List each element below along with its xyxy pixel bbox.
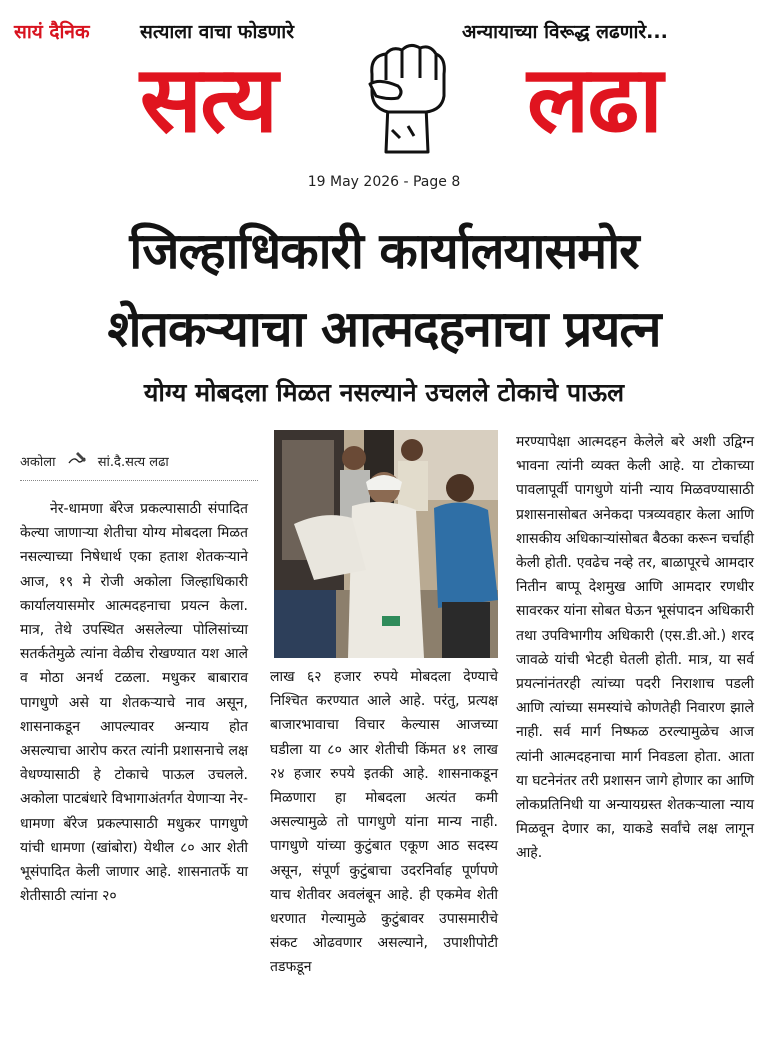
headline <box>0 212 768 368</box>
dateline: 19 May 2026 - Page 8 <box>307 174 461 190</box>
headline-line-2: शेतकऱ्याचा आत्मदहनाचा प्रयत्न <box>107 300 661 358</box>
tagline-right: अन्यायाच्या विरूद्ध लढणारे... <box>462 21 668 43</box>
edition-tag: सायं दैनिक <box>14 21 90 43</box>
masthead <box>0 0 768 170</box>
logo-word-right: लढा <box>526 46 661 153</box>
article-column-2: लाख ६२ हजार रुपये मोबदला देण्याचे निश्चित करण्यात आले आहे. परंतु, प्रत्यक्ष बाजारभावाचा विचार केल्यास आजच्या घडीला या ८० आर शेतीची किंमत ४१ लाख २४ हजार रुपये इतकी आहे. शासनाकडून मिळणारा हा मोबदला अत्यंत कमी असल्यामुळे तो पागधुणे यांना मान्य नाही. पागधुणे यांच्या कुटुंबात एकूण आठ सदस्य असून, संपूर्ण कुटुंबाचा उदरनिर्वाह पूर्णपणे याच शेतीवर अवलंबून आहे. ही एकमेव शेती धरणात गेल्यामुळे कुटुंबावर उपासमारीचे संकट ओढवणार असल्याने, उपाशीपोटी तडफडून <box>270 669 498 976</box>
tagline-left: सत्याला वाचा फोडणारे <box>140 21 294 43</box>
logo-word-left: सत्य <box>139 46 277 153</box>
pen-writing-icon <box>66 450 88 470</box>
headline-line-1: जिल्हाधिकारी कार्यालयासमोर <box>129 222 639 280</box>
byline-source: सां.दै.सत्य लढा <box>97 455 169 470</box>
subheadline: योग्य मोबदला मिळत नसल्याने उचलले टोकाचे पाऊल <box>143 378 625 407</box>
article-column-1: नेर-धामणा बॅरेज प्रकल्पासाठी संपादित केल्या जाणाऱ्या शेतीचा योग्य मोबदला मिळत नसल्याच्या निषेधार्थ एका हताश शेतकऱ्याने आज, १९ मे रोजी अकोला जिल्हाधिकारी कार्यालयासमोर आत्मदहनाचा प्रयत्न केला. मात्र, तेथे उपस्थित असलेल्या पोलिसांच्या सतर्कतेमुळे त्यांना वेळीच रोखण्यात यश आले व मोठा अनर्थ टळला. मधुकर बाबाराव पागधुणे असे या शेतकऱ्याचे नाव असून, शासनाकडून आपल्यावर अन्याय होत असल्याचा आरोप करत त्यांनी प्रशासनाचे लक्ष वेधण्यासाठी हे टोकाचे पाऊल उचलले. अकोला पाटबंधारे विभागाअंतर्गत येणाऱ्या नेर-धामणा बॅरेज प्रकल्पासाठी मधुकर पागधुणे यांची धामणा (खांबोरा) येथील ८० आर शेती भूसंपादित केली जाणार आहे. शासनातर्फे या शेतीसाठी त्यांना २० <box>20 501 248 905</box>
byline-place: अकोला <box>20 455 56 470</box>
news-photo <box>274 430 498 658</box>
article-column-3: मरण्यापेक्षा आत्मदहन केलेले बरे अशी उद्विग्न भावना त्यांनी व्यक्त केली आहे. या टोकाच्या पावलापूर्वी पागधुणे यांनी न्याय मिळवण्यासाठी प्रशासनासोबत अनेकदा पत्रव्यवहार केला आणि शासकीय अधिकाऱ्यांसोबत बैठका करून चर्चाही केली होती. एवढेच नव्हे तर, बाळापूरचे आमदार नितीन बाप्पू देशमुख आणि आमदार रणधीर सावरकर यांना सोबत घेऊन भूसंपादन अधिकारी तथा उपविभागीय अधिकारी (एस.डी.ओ.) शरद जावळे यांची भेटही घेतली होती. मात्र, या सर्व प्रयत्नांनंतरही त्यांच्या पदरी निराशाच पडली आणि त्यांच्या समस्यांचे कोणतेही निवारण झाले नाही. सर्व मार्ग निष्फळ ठरल्यामुळेच आज त्यांनी आत्मदहनाचा मार्ग निवडला होता. आता या घटनेनंतर तरी प्रशासन जागे होणार का आणि लोकप्रतिनिधी या अन्यायग्रस्त शेतकऱ्याला न्याय मिळवून देणार का, याकडे सर्वांचे लक्ष लागून आहे. <box>516 434 755 862</box>
byline <box>20 450 258 481</box>
